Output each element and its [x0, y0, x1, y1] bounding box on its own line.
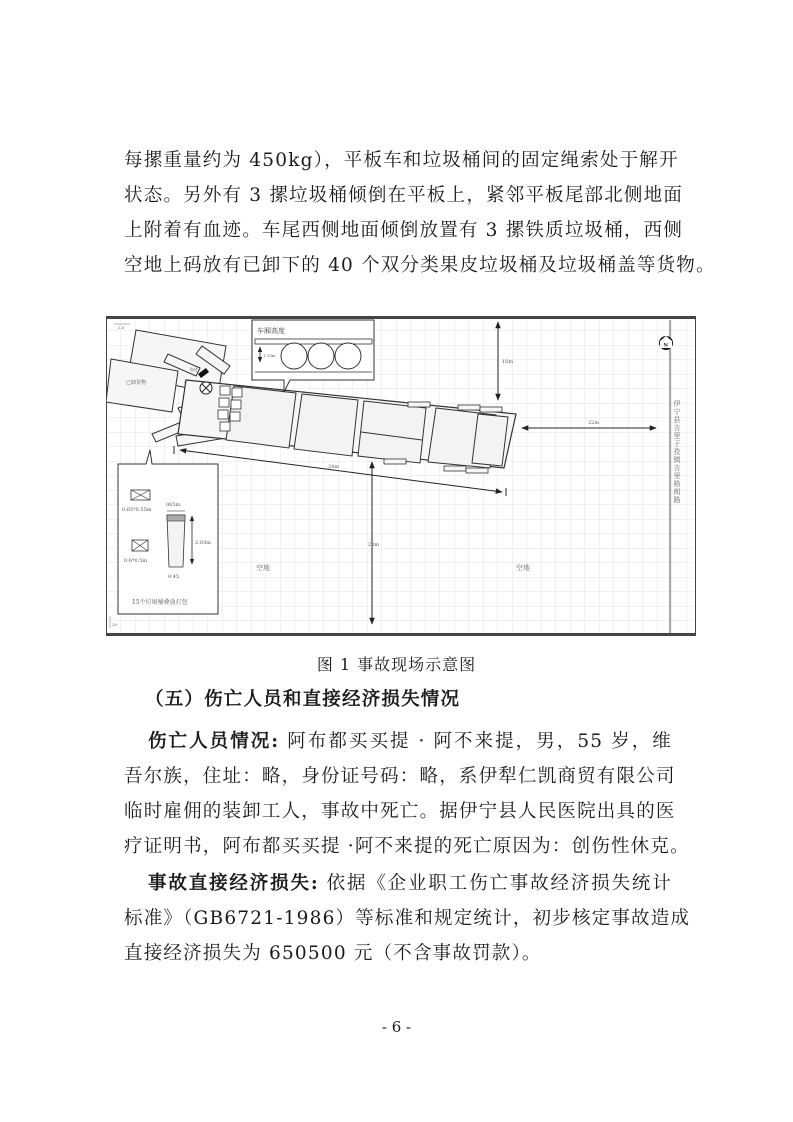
section-heading — [145, 682, 685, 717]
road-name-label: 伊宁县吉里于孜镇吉里格朗路 — [673, 400, 681, 504]
bin-size-2: 0.6*0.5m — [124, 558, 148, 564]
casualty-text: 阿布都买买提 · 阿不来提，男，55 岁，维 — [279, 731, 672, 752]
open-ground-label: 空地 — [516, 564, 530, 572]
north-distance-label: 10m — [502, 359, 514, 365]
section-heading-text: （五）伤亡人员和直接经济损失情况 — [145, 689, 461, 710]
text-line: 标准》（GB6721-1986）等标准和规定统计，初步核定事故造成 — [124, 908, 691, 929]
loss-label: 事故直接经济损失: — [148, 873, 319, 894]
loss-paragraph — [124, 866, 691, 971]
text-line: 空地上码放有已卸下的 40 个双分类果皮垃圾桶及垃圾桶盖等货物。 — [124, 255, 716, 276]
length-label: 24m — [328, 464, 340, 470]
loss-text: 依据《企业职工伤亡事故经济损失统计 — [318, 873, 672, 894]
north-arrow-icon — [659, 336, 673, 350]
cargo-height-value: 1.15m — [263, 353, 276, 358]
bin-size-1: 0.65*0.55m — [122, 507, 152, 513]
figure-caption: 图 1 事故现场示意图 — [316, 655, 477, 674]
casualty-paragraph — [124, 724, 690, 864]
north-label: N — [663, 342, 669, 349]
scale-mark-top: 2.0 — [118, 325, 125, 330]
text-line — [124, 724, 672, 759]
text-line: 直接经济损失为 650500 元（不含事故罚款）。 — [124, 943, 542, 964]
bin-stack-note: 15个垃圾桶叠放打包 — [132, 599, 188, 606]
top-paragraph — [124, 143, 716, 283]
south-distance-label: 20m — [368, 542, 380, 548]
cargo-height-title: 车厢高度 — [257, 327, 285, 335]
bin-stack-inset — [118, 450, 218, 614]
text-line: 状态。另外有 3 摞垃圾桶倾倒在平板上，紧邻平板尾部北侧地面 — [124, 185, 684, 206]
text-line: 每摞重量约为 450kg），平板车和垃圾桶间的固定绳索处于解开 — [124, 150, 679, 171]
text-line: 临时雇佣的装卸工人，事故中死亡。据伊宁县人民医院出具的医 — [124, 801, 676, 822]
unloaded-goods-label: 已卸货物 — [126, 380, 147, 386]
casualty-label: 伤亡人员情况: — [148, 731, 280, 752]
page-number: - 6 - — [381, 1018, 412, 1036]
text-line: 疗证明书，阿布都买买提 ·阿不来提的死亡原因为：创伤性休克。 — [124, 836, 690, 857]
bin-bottom-width: 0.45 — [168, 574, 180, 580]
accident-scene-diagram — [106, 316, 696, 636]
blood-label: 血迹 — [190, 367, 198, 372]
bin-top-width: 065m — [166, 502, 181, 508]
open-ground-label: 空地 — [256, 564, 270, 572]
east-distance-label: 22m — [588, 420, 600, 426]
text-line — [124, 866, 672, 901]
bin-stack-height: 2.03m — [195, 540, 211, 546]
scale-mark-bottom: 20 — [112, 622, 118, 627]
text-line: 吾尔族，住址：略，身份证号码：略，系伊犁仁凯商贸有限公司 — [124, 766, 676, 787]
text-line: 上附着有血迹。车尾西侧地面倾倒放置有 3 摞铁质垃圾桶，西侧 — [124, 220, 684, 241]
